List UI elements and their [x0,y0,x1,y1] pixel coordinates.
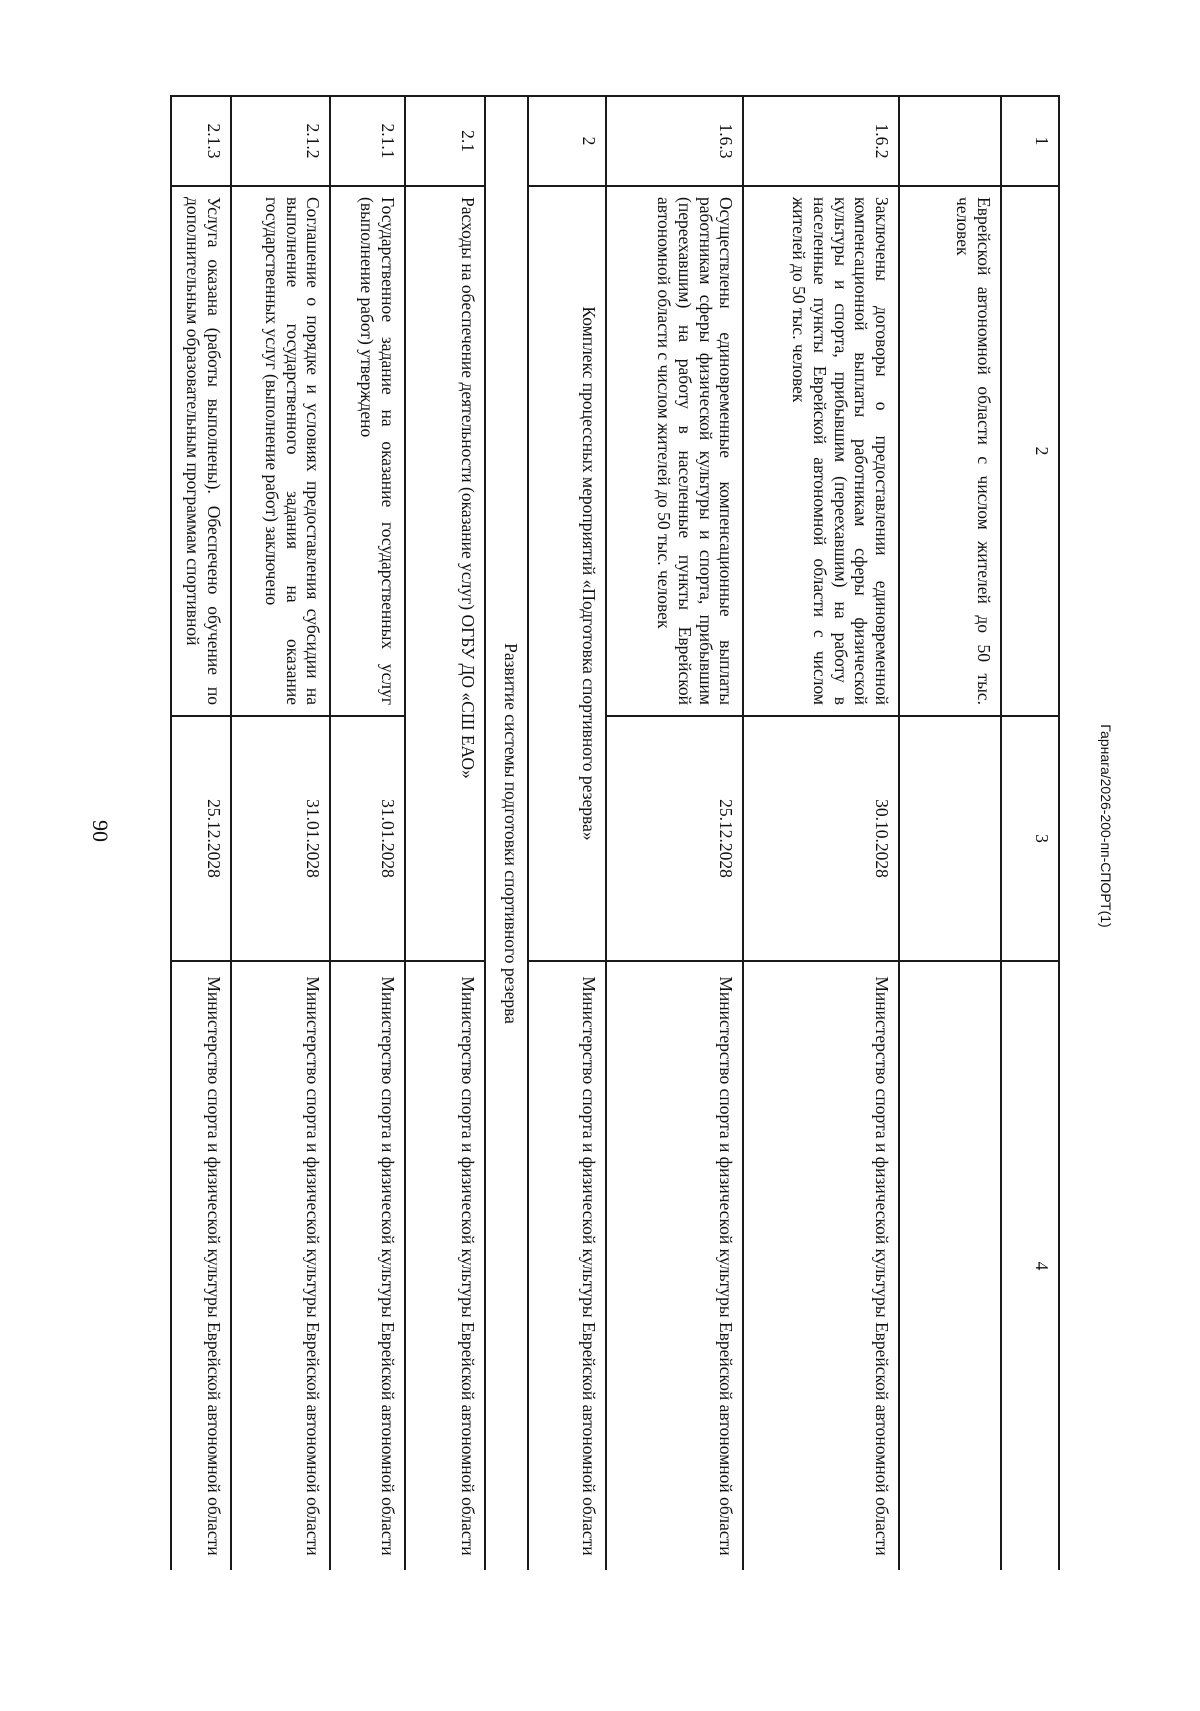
table-row [743,96,899,1570]
row-responsible: Министерство спорта и физической культуры Еврейской автономной области [528,961,606,1570]
header-cell: 2 [1001,186,1059,716]
document-table-area [170,95,1060,1570]
row-date: 31.01.2028 [231,716,330,961]
row-date: 31.01.2028 [330,716,405,961]
row-text: Услуга оказана (работы выполнены). Обеспечено обучение по дополнительным образовательным программам спортивной [171,186,231,716]
page-number: 90 [88,820,113,842]
row-responsible [899,961,1001,1570]
measures-table [170,95,1060,1570]
row-responsible: Министерство спорта и физической культуры Еврейской автономной области [743,961,899,1570]
document-code: Гарнага/2026-200-пп-СПОРТ(1) [1098,724,1114,928]
row-text: Заключены договоры о предоставлении единовременной компенсационной выплаты работникам сферы физической культуры и спорта, прибывшим (переехавшим) на работу в населенные пункты Еврейской автономной области с числом жителей до 50 тыс. человек [743,186,899,716]
table-header-row [1001,96,1059,1570]
header-cell: 4 [1001,961,1059,1570]
row-text: Расходы на обеспечение деятельности (оказание услуг) ОГБУ ДО «СШ ЕАО» [405,186,485,961]
row-text: Осуществлены единовременные компенсационные выплаты работникам сферы физической культуры и спорта, прибывшим (переехавшим) на работу в населенные пункты Еврейской автономной области с числом жителей до 50 тыс. человек [606,186,743,716]
table-row [405,96,485,1570]
row-number: 2.1 [405,96,485,186]
row-number [899,96,1001,186]
row-number: 2 [528,96,606,186]
section-title: Развитие системы подготовки спортивного резерва [485,96,528,1570]
row-date: 25.12.2028 [171,716,231,961]
row-responsible: Министерство спорта и физической культуры Еврейской автономной области [330,961,405,1570]
row-responsible: Министерство спорта и физической культуры Еврейской автономной области [171,961,231,1570]
table-row [528,96,606,1570]
row-date: 30.10.2028 [743,716,899,961]
section-row [485,96,528,1570]
row-text: Государственное задание на оказание государственных услуг (выполнение работ) утверждено [330,186,405,716]
row-text: Соглашение о порядке и условиях предоставления субсидии на выполнение государственного задания на оказание государственных услуг (выполнение работ) заключено [231,186,330,716]
row-number: 2.1.2 [231,96,330,186]
row-number: 2.1.3 [171,96,231,186]
table-row [330,96,405,1570]
row-number: 1.6.2 [743,96,899,186]
row-number: 1.6.3 [606,96,743,186]
row-date [899,716,1001,961]
table-row [171,96,231,1570]
header-cell: 1 [1001,96,1059,186]
row-number: 2.1.1 [330,96,405,186]
row-responsible: Министерство спорта и физической культуры Еврейской автономной области [405,961,485,1570]
row-text: Еврейской автономной области с числом жителей до 50 тыс. человек [899,186,1001,716]
header-cell: 3 [1001,716,1059,961]
row-responsible: Министерство спорта и физической культуры Еврейской автономной области [606,961,743,1570]
table-row [231,96,330,1570]
table-row [606,96,743,1570]
table-row [899,96,1001,1570]
row-date: 25.12.2028 [606,716,743,961]
row-text: Комплекс процессных мероприятий «Подготовка спортивного резерва» [528,186,606,961]
row-responsible: Министерство спорта и физической культуры Еврейской автономной области [231,961,330,1570]
